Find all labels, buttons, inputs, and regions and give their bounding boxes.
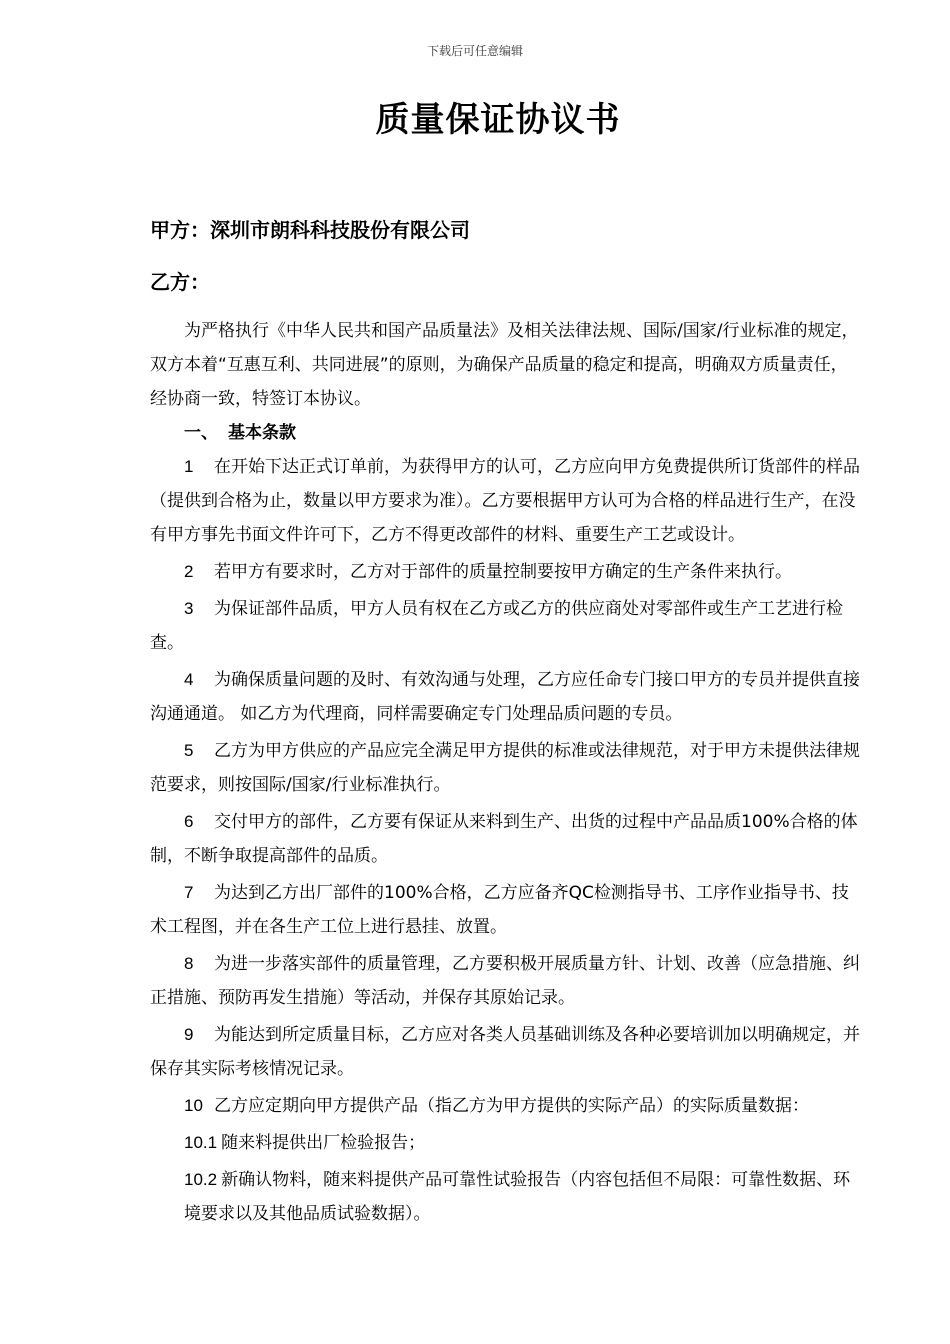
clause-text: 为确保质量问题的及时、有效沟通与处理，乙方应任命专门接口甲方的专员并提供直接沟通通道。 如乙方为代理商，同样需要确定专门处理品质问题的专员。 [150, 670, 860, 724]
section-heading [150, 416, 860, 450]
clause-text: 乙方应定期向甲方提供产品（指乙方为甲方提供的实际产品）的实际质量数据： [214, 1096, 809, 1116]
document-body [150, 314, 860, 1234]
clause [150, 1089, 860, 1123]
party-a: 甲方：深圳市朗科科技股份有限公司 [150, 218, 470, 242]
clause-number: 5 [184, 741, 194, 760]
clause-text: 在开始下达正式订单前，为获得甲方的认可，乙方应向甲方免费提供所订货部件的样品（提供到合格为止，数量以甲方要求为准）。乙方要根据甲方认可为合格的样品进行生产，在没有甲方事先书面文件许可下，乙方不得更改部件的材料、重要生产工艺或设计。 [150, 457, 860, 545]
document-title: 质量保证协议书 [375, 100, 621, 140]
section-number: 一、 [184, 423, 218, 443]
clause-text: 若甲方有要求时，乙方对于部件的质量控制要按甲方确定的生产条件来执行。 [214, 562, 792, 582]
clause-text: 交付甲方的部件，乙方要有保证从来料到生产、出货的过程中产品品质100%合格的体制，不断争取提高部件的品质。 [150, 812, 858, 866]
clause-number: 9 [184, 1025, 194, 1044]
clause-number: 10 [184, 1096, 203, 1115]
clause [150, 805, 860, 873]
clause-text: 为保证部件品质，甲方人员有权在乙方或乙方的供应商处对零部件或生产工艺进行检查。 [150, 599, 843, 653]
clause-text: 为达到乙方出厂部件的100%合格，乙方应备齐QC检测指导书、工序作业指导书、技术工程图，并在各生产工位上进行悬挂、放置。 [150, 883, 849, 937]
clause-number: 4 [184, 670, 194, 689]
clause-number: 6 [184, 812, 194, 831]
subclause-number: 10.1 [184, 1133, 218, 1152]
clause [150, 450, 860, 552]
clause-text: 为能达到所定质量目标，乙方应对各类人员基础训练及各种必要培训加以明确规定，并保存其实际考核情况记录。 [150, 1025, 860, 1079]
clause-number: 2 [184, 562, 194, 581]
clause-text: 乙方为甲方供应的产品应完全满足甲方提供的标准或法律规范，对于甲方未提供法律规范要求，则按国际/国家/行业标准执行。 [150, 741, 860, 795]
header-note: 下载后可任意编辑 [426, 44, 523, 58]
subclause [150, 1126, 860, 1160]
intro-paragraph: 为严格执行《中华人民共和国产品质量法》及相关法律法规、国际/国家/行业标准的规定，双方本着“互惠互利、共同进展”的原则，为确保产品质量的稳定和提高，明确双方质量责任，经协商一致，特签订本协议。 [150, 321, 859, 409]
clause [150, 592, 860, 660]
section-title: 基本条款 [228, 423, 296, 443]
clause [150, 1018, 860, 1086]
clause-number: 1 [184, 457, 194, 476]
subclause-text: 随来料提供出厂检验报告； [221, 1133, 426, 1153]
clause-number: 3 [184, 599, 194, 618]
subclause-number: 10.2 [184, 1170, 218, 1189]
clause [150, 947, 860, 1015]
clause-text: 为进一步落实部件的质量管理，乙方要积极开展质量方针、计划、改善（应急措施、纠正措施、预防再发生措施）等活动，并保存其原始记录。 [150, 954, 860, 1008]
subclause-text: 新确认物料，随来料提供产品可靠性试验报告（内容包括但不局限：可靠性数据、环境要求以及其他品质试验数据）。 [184, 1170, 851, 1224]
clause-number: 7 [184, 883, 194, 902]
clause [150, 663, 860, 731]
party-b: 乙方： [150, 270, 210, 294]
clause [150, 555, 860, 589]
clause [150, 734, 860, 802]
clause-number: 8 [184, 954, 194, 973]
subclause [150, 1163, 860, 1231]
clause [150, 876, 860, 944]
